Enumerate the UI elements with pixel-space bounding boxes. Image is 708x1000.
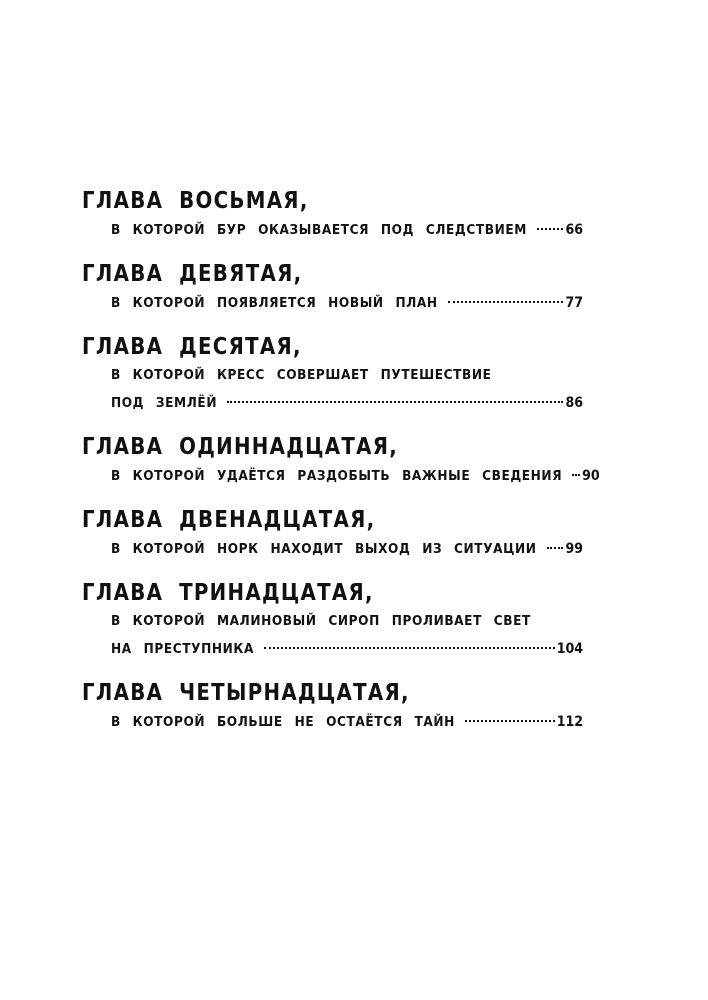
chapter-title: ГЛАВА ДЕВЯТАЯ, bbox=[82, 261, 303, 287]
toc-chapter bbox=[82, 678, 583, 736]
entry-line bbox=[111, 289, 583, 317]
entry-text: В КОТОРОЙ ПОЯВЛЯЕТСЯ НОВЫЙ ПЛАН bbox=[111, 295, 438, 311]
chapter-entry bbox=[111, 216, 583, 244]
chapter-title: ГЛАВА ТРИНАДЦАТАЯ, bbox=[82, 580, 374, 606]
entry-line bbox=[111, 389, 583, 417]
entry-line bbox=[111, 635, 583, 663]
page-number: 99 bbox=[565, 541, 583, 557]
entry-line bbox=[111, 462, 600, 490]
entry-line bbox=[111, 708, 583, 736]
toc-chapter bbox=[82, 186, 583, 244]
entry-text: НА ПРЕСТУПНИКА bbox=[111, 641, 254, 657]
entry-text: В КОТОРОЙ БОЛЬШЕ НЕ ОСТАЁТСЯ ТАЙН bbox=[111, 714, 455, 730]
chapter-entry bbox=[111, 708, 583, 736]
page-number: 104 bbox=[556, 641, 583, 657]
chapter-title: ГЛАВА ЧЕТЫРНАДЦАТАЯ, bbox=[82, 680, 410, 706]
chapter-title: ГЛАВА ВОСЬМАЯ, bbox=[82, 188, 309, 214]
chapter-title: ГЛАВА ОДИННАДЦАТАЯ, bbox=[82, 434, 399, 460]
dot-leader bbox=[448, 301, 564, 303]
table-of-contents bbox=[82, 186, 600, 751]
page-number: 77 bbox=[565, 295, 583, 311]
dot-leader bbox=[547, 547, 564, 549]
chapter-entry bbox=[111, 608, 583, 663]
dot-leader bbox=[537, 228, 564, 230]
entry-line bbox=[111, 216, 583, 244]
toc-chapter bbox=[82, 578, 583, 663]
chapter-title: ГЛАВА ДЕСЯТАЯ, bbox=[82, 334, 302, 360]
dot-leader bbox=[465, 720, 555, 722]
toc-chapter bbox=[82, 259, 583, 317]
page-number: 112 bbox=[556, 714, 583, 730]
chapter-title: ГЛАВА ДВЕНАДЦАТАЯ, bbox=[82, 507, 376, 533]
chapter-entry bbox=[111, 462, 600, 490]
entry-text: В КОТОРОЙ КРЕСС СОВЕРШАЕТ ПУТЕШЕСТВИЕ bbox=[111, 367, 492, 383]
chapter-entry bbox=[111, 289, 583, 317]
entry-line bbox=[111, 535, 583, 563]
chapter-entry bbox=[111, 535, 583, 563]
entry-text: ПОД ЗЕМЛЁЙ bbox=[111, 395, 218, 411]
dot-leader bbox=[264, 647, 555, 649]
dot-leader bbox=[227, 401, 563, 403]
chapter-entry bbox=[111, 362, 583, 417]
page-number: 86 bbox=[565, 395, 583, 411]
entry-text: В КОТОРОЙ МАЛИНОВЫЙ СИРОП ПРОЛИВАЕТ СВЕТ bbox=[111, 613, 531, 629]
entry-text: В КОТОРОЙ НОРК НАХОДИТ ВЫХОД ИЗ СИТУАЦИИ bbox=[111, 541, 537, 557]
entry-text: В КОТОРОЙ УДАЁТСЯ РАЗДОБЫТЬ ВАЖНЫЕ СВЕДЕНИЯ bbox=[111, 468, 563, 484]
toc-chapter bbox=[82, 432, 600, 490]
dot-leader bbox=[572, 474, 580, 476]
page-number: 66 bbox=[565, 222, 583, 238]
toc-chapter bbox=[82, 505, 583, 563]
page-number: 90 bbox=[582, 468, 600, 484]
toc-chapter bbox=[82, 332, 583, 417]
entry-text: В КОТОРОЙ БУР ОКАЗЫВАЕТСЯ ПОД СЛЕДСТВИЕМ bbox=[111, 222, 527, 238]
